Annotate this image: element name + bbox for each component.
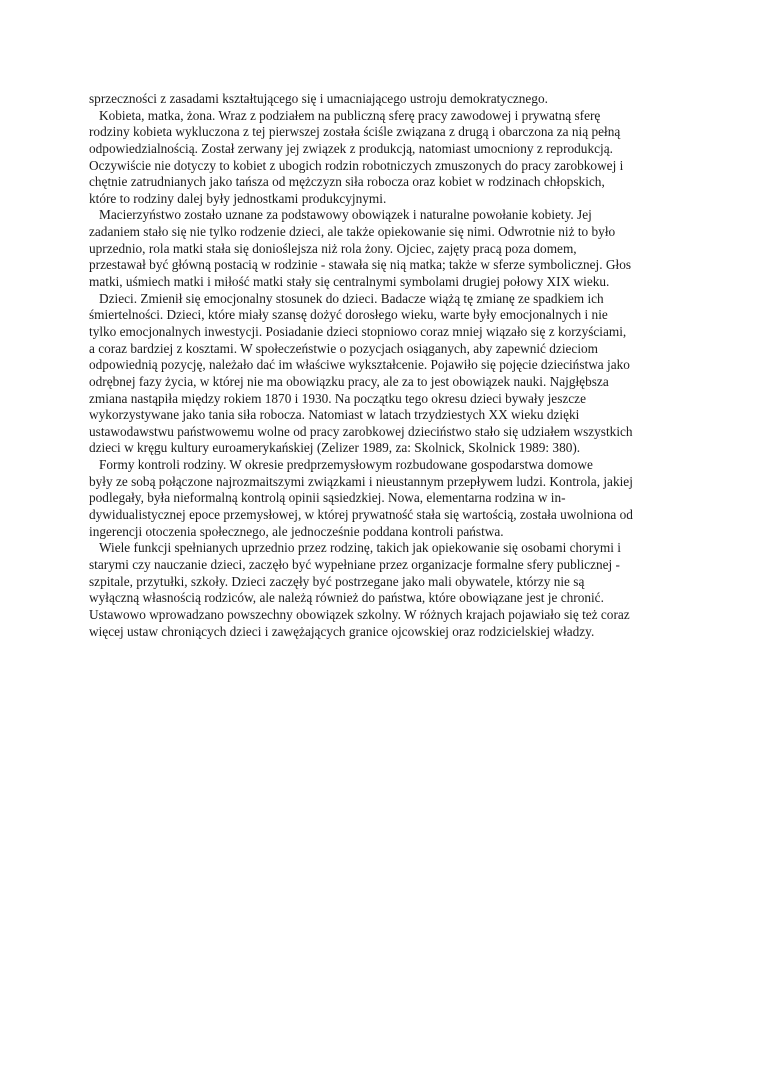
text-line: Oczywiście nie dotyczy to kobiet z ubogich rodzin robotniczych zmuszonych do pracy zarobkowej i bbox=[89, 157, 624, 173]
text-line: dywidualistycznej epoce przemysłowej, w której prywatność stała się wartością, została uwolniona od bbox=[89, 507, 633, 523]
text-line: które to rodziny dalej były jednostkami produkcyjnymi. bbox=[89, 190, 387, 206]
paragraph-first-line: Wiele funkcji spełnianych uprzednio przez rodzinę, takich jak opiekowanie się osobami chorymi i bbox=[99, 540, 621, 556]
text-line: matki, uśmiech matki i miłość matki stały się centralnymi symbolami drugiej połowy XIX wieku. bbox=[89, 274, 610, 290]
text-line: śmiertelności. Dzieci, które miały szansę dożyć dorosłego wieku, warte były emocjonalnych i nie bbox=[89, 307, 608, 323]
text-line: rodziny kobieta wykluczona z tej pierwszej została ściśle związana z drugą i obarczona za nią pełną bbox=[89, 124, 621, 140]
text-line: sprzeczności z zasadami kształtującego się i umacniającego ustroju demokratycznego. bbox=[89, 91, 548, 106]
text-line: więcej ustaw chroniących dzieci i zawężających granice ojcowskiej oraz rodzicielskiej władzy. bbox=[89, 623, 595, 639]
text-line: odrębnej fazy życia, w której nie ma obowiązku pracy, ale za to jest obowiązek nauki. Najgłębsza bbox=[89, 373, 609, 389]
paragraph-first-line: Macierzyństwo zostało uznane za podstawowy obowiązek i naturalne powołanie kobiety. Jej bbox=[99, 207, 592, 223]
text-line: starymi czy nauczanie dzieci, zaczęło być wypełniane przez organizacje formalne sfery publicznej - bbox=[89, 556, 620, 572]
text-line: zmiana nastąpiła między rokiem 1870 i 1930. Na początku tego okresu dzieci bywały jeszcze bbox=[89, 390, 586, 406]
text-line: uprzednio, rola matki stała się donioślejsza niż rola żony. Ojciec, zajęty pracą poza domem, bbox=[89, 240, 577, 256]
text-line: zadaniem stało się nie tylko rodzenie dzieci, ale także opiekowanie się nimi. Odwrotnie niż to było bbox=[89, 224, 616, 240]
text-line: a coraz bardziej z kosztami. W społeczeństwie o pozycjach osiąganych, aby zapewnić dzieciom bbox=[89, 340, 599, 356]
paragraph-first-line: Kobieta, matka, żona. Wraz z podziałem na publiczną sferę pracy zawodowej i prywatną sferę bbox=[99, 107, 601, 123]
text-line: ustawodawstwu państwowemu wolne od pracy zarobkowej dzieciństwo stało się udziałem wszystkich bbox=[89, 423, 633, 439]
text-line: ingerencji otoczenia społecznego, ale jednocześnie poddana kontroli państwa. bbox=[89, 523, 504, 539]
paragraph-first-line: Formy kontroli rodziny. W okresie predprzemysłowym rozbudowane gospodarstwa domowe bbox=[99, 457, 593, 473]
text-line: odpowiedzialnością. Został zerwany jej związek z produkcją, natomiast umocniony z reprodukcją. bbox=[89, 140, 613, 156]
text-line: tylko emocjonalnych inwestycji. Posiadanie dzieci stopniowo coraz mniej wiązało się z korzyściami, bbox=[89, 323, 627, 339]
text-line: podlegały, była nieformalną kontrolą opinii sąsiedzkiej. Nowa, elementarna rodzina w in- bbox=[89, 490, 566, 506]
body-text bbox=[89, 91, 677, 640]
text-line: wykorzystywane jako tania siła robocza. Natomiast w latach trzydziestych XX wieku dzięki bbox=[89, 407, 580, 423]
text-line: dzieci w kręgu kultury euroamerykańskiej (Zelizer 1989, za: Skolnick, Skolnick 1989: 380). bbox=[89, 440, 581, 456]
text-line: odpowiednią pozycję, należało dać im właściwe wykształcenie. Pojawiło się pojęcie dzieciństwa jako bbox=[89, 357, 630, 373]
paragraph-first-line: Dzieci. Zmienił się emocjonalny stosunek do dzieci. Badacze wiążą tę zmianę ze spadkiem ich bbox=[99, 290, 604, 306]
text-line: chętnie zatrudnianych jako tańsza od mężczyzn siła robocza oraz kobiet w rodzinach chłopskich, bbox=[89, 174, 605, 190]
text-line: wyłączną własnością rodziców, ale należą również do państwa, które obowiązane jest je chronić. bbox=[89, 590, 604, 606]
text-line: były ze sobą połączone najrozmaitszymi związkami i nieustannym przepływem ludzi. Kontrola, jakiej bbox=[89, 473, 633, 489]
text-line: Ustawowo wprowadzano powszechny obowiązek szkolny. W różnych krajach pojawiało się też coraz bbox=[89, 606, 630, 622]
text-line: przestawał być główną postacią w rodzinie - stawała się nią matka; także w sferze symbolicznej. Głos bbox=[89, 257, 632, 273]
text-line: szpitale, przytułki, szkoły. Dzieci zaczęły być postrzegane jako mali obywatele, którzy nie są bbox=[89, 573, 585, 589]
